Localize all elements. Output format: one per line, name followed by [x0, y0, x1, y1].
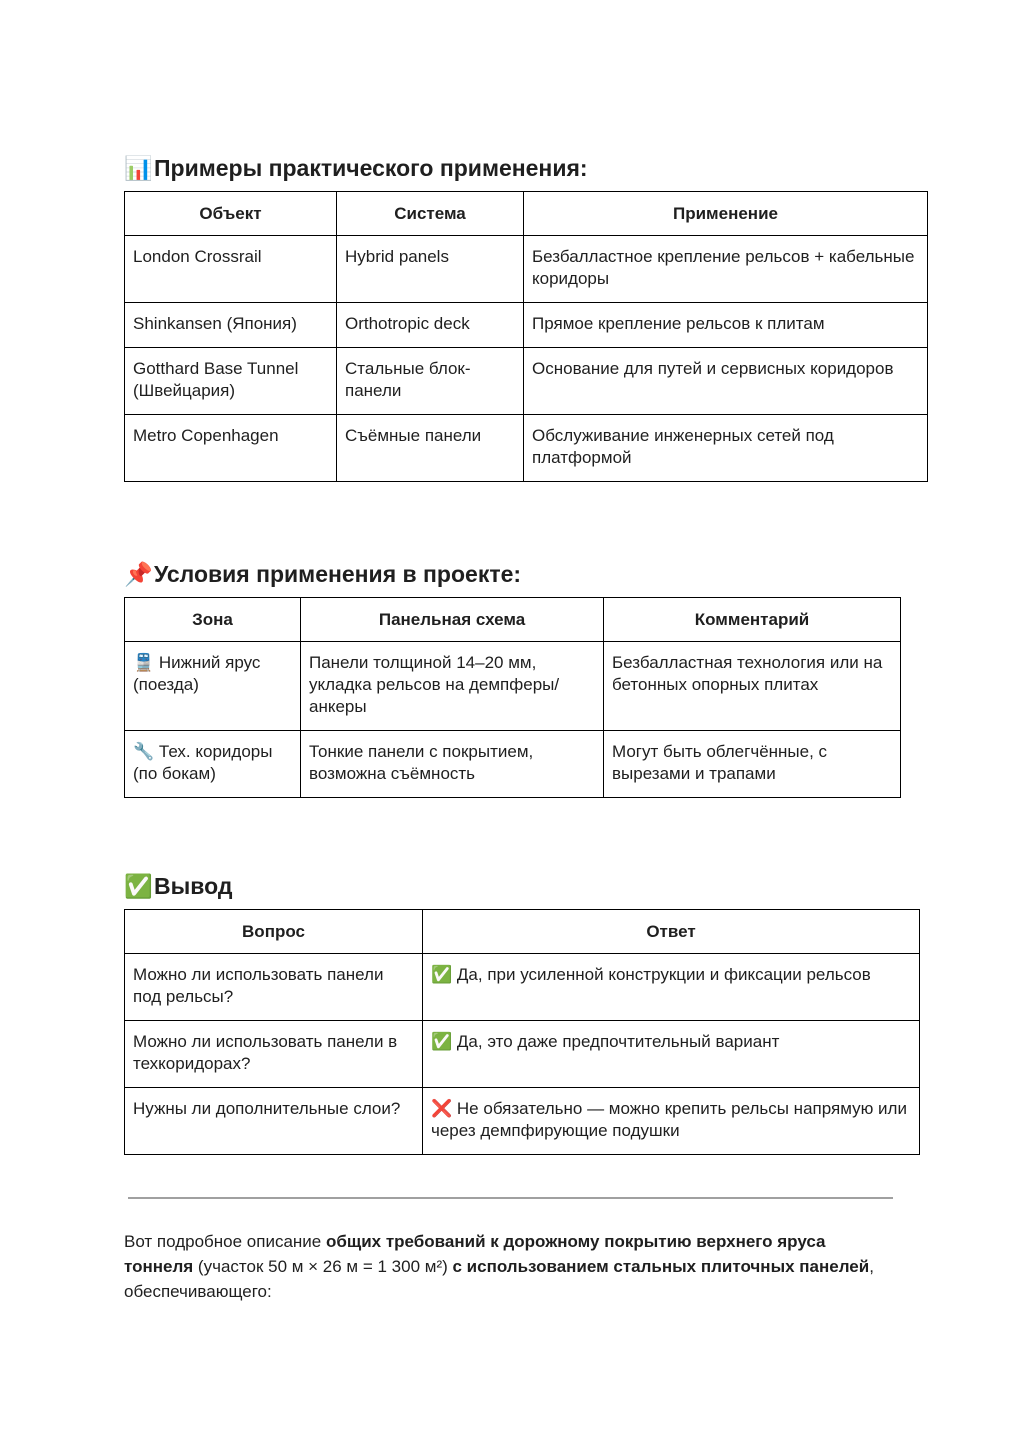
section-heading-examples	[124, 153, 588, 183]
column-header: Система	[337, 192, 524, 236]
table-cell: Съёмные панели	[337, 415, 524, 482]
section-heading-conditions	[124, 559, 521, 589]
text-run: Вот подробное описание	[124, 1232, 326, 1251]
cell-text: Нижний ярус (поезда)	[133, 653, 261, 694]
table-header-row	[125, 192, 928, 236]
column-header: Зона	[125, 598, 301, 642]
pushpin-icon: 📌	[124, 561, 153, 587]
table-cell: Тонкие панели с покрытием, возможна съёмность	[301, 731, 604, 798]
table-cell: Shinkansen (Япония)	[125, 303, 337, 348]
table-row	[125, 1088, 920, 1155]
table-cell: Обслуживание инженерных сетей под платформой	[524, 415, 928, 482]
text-run: , обеспечивающего:	[124, 1257, 874, 1301]
table-cell	[423, 1021, 920, 1088]
section-title: Примеры практического применения:	[154, 155, 588, 181]
table-row	[125, 731, 901, 798]
cell-text: Не обязательно — можно крепить рельсы напрямую или через демпфирующие подушки	[431, 1099, 907, 1140]
table-cell: Orthotropic deck	[337, 303, 524, 348]
table-header-row	[125, 598, 901, 642]
table-cell: Нужны ли дополнительные слои?	[125, 1088, 423, 1155]
table-row	[125, 236, 928, 303]
intro-paragraph	[124, 1229, 884, 1304]
check-mark-icon: ✅	[124, 873, 153, 899]
horizontal-divider	[128, 1197, 893, 1199]
cell-icon: ❌	[431, 1099, 453, 1118]
table-cell: Gotthard Base Tunnel (Швейцария)	[125, 348, 337, 415]
table-cell	[125, 642, 301, 731]
text-run: (участок 50 м × 26 м = 1 300 м²)	[193, 1257, 453, 1276]
table-cell	[125, 731, 301, 798]
table-cell: Metro Copenhagen	[125, 415, 337, 482]
section-title: Вывод	[154, 873, 233, 899]
table-row	[125, 1021, 920, 1088]
table-cell: Могут быть облегчённые, с вырезами и трапами	[604, 731, 901, 798]
table-row	[125, 954, 920, 1021]
cell-icon: ✅	[431, 1032, 453, 1051]
bold-text: общих требований к дорожному покрытию верхнего яруса тоннеля	[124, 1232, 826, 1276]
column-header: Вопрос	[125, 910, 423, 954]
cell-text: Тех. коридоры (по бокам)	[133, 742, 273, 783]
table-row	[125, 348, 928, 415]
column-header: Панельная схема	[301, 598, 604, 642]
examples-table	[124, 191, 928, 482]
column-header: Объект	[125, 192, 337, 236]
bar-chart-icon: 📊	[124, 155, 153, 181]
column-header: Комментарий	[604, 598, 901, 642]
table-cell	[423, 954, 920, 1021]
cell-icon: ✅	[431, 965, 453, 984]
conclusion-table	[124, 909, 920, 1155]
table-cell: Основание для путей и сервисных коридоров	[524, 348, 928, 415]
column-header: Применение	[524, 192, 928, 236]
table-cell: Стальные блок-панели	[337, 348, 524, 415]
table-cell: Безбалластное крепление рельсов + кабельные коридоры	[524, 236, 928, 303]
table-row	[125, 303, 928, 348]
table-cell: Безбалластная технология или на бетонных опорных плитах	[604, 642, 901, 731]
table-cell: Можно ли использовать панели в техкоридорах?	[125, 1021, 423, 1088]
table-cell: Панели толщиной 14–20 мм, укладка рельсов на демпферы/анкеры	[301, 642, 604, 731]
section-heading-conclusion	[124, 871, 232, 901]
table-cell	[423, 1088, 920, 1155]
cell-icon: 🚆	[133, 653, 155, 672]
table-cell: London Crossrail	[125, 236, 337, 303]
table-header-row	[125, 910, 920, 954]
cell-text: Да, при усиленной конструкции и фиксации рельсов	[456, 965, 871, 984]
cell-text: Да, это даже предпочтительный вариант	[456, 1032, 780, 1051]
conditions-table	[124, 597, 901, 798]
column-header: Ответ	[423, 910, 920, 954]
table-cell: Можно ли использовать панели под рельсы?	[125, 954, 423, 1021]
table-cell: Прямое крепление рельсов к плитам	[524, 303, 928, 348]
cell-icon: 🔧	[133, 742, 155, 761]
section-title: Условия применения в проекте:	[154, 561, 522, 587]
bold-text: с использованием стальных плиточных панелей	[452, 1257, 870, 1276]
table-row	[125, 642, 901, 731]
table-cell: Hybrid panels	[337, 236, 524, 303]
table-row	[125, 415, 928, 482]
